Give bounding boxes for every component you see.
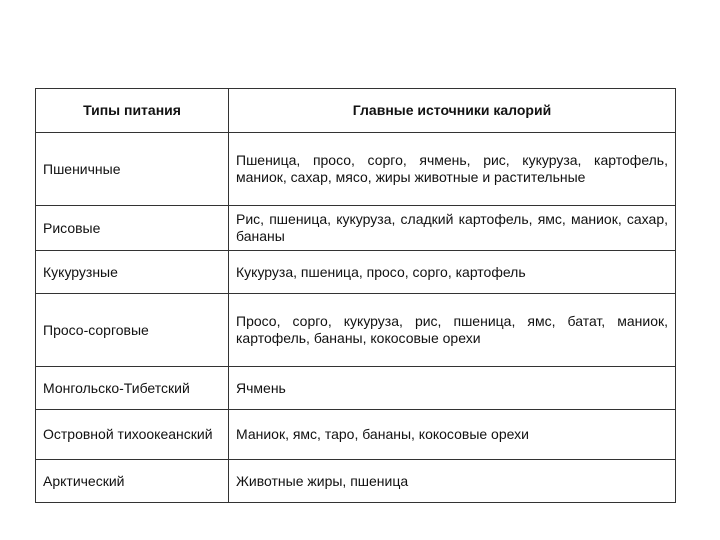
row-sources-mongol-tibetan: Ячмень bbox=[229, 367, 676, 410]
row-type-corn: Кукурузные bbox=[36, 251, 229, 294]
header-row bbox=[36, 89, 676, 133]
table-row bbox=[36, 460, 676, 503]
row-sources-wheat: Пшеница, просо, сорго, ячмень, рис, кукуруза, картофель, маниок, сахар, мясо, жиры животные и растительные bbox=[229, 133, 676, 206]
nutrition-types-table bbox=[35, 88, 676, 503]
header-calorie-sources: Главные источники калорий bbox=[229, 89, 676, 133]
table-row bbox=[36, 367, 676, 410]
row-type-mongol-tibetan: Монгольско-Тибетский bbox=[36, 367, 229, 410]
row-type-wheat: Пшеничные bbox=[36, 133, 229, 206]
table-row bbox=[36, 410, 676, 460]
row-sources-pacific-island: Маниок, ямс, таро, бананы, кокосовые орехи bbox=[229, 410, 676, 460]
row-type-millet-sorghum: Просо-сорговые bbox=[36, 294, 229, 367]
row-sources-arctic: Животные жиры, пшеница bbox=[229, 460, 676, 503]
row-type-arctic: Арктический bbox=[36, 460, 229, 503]
header-nutrition-types: Типы питания bbox=[36, 89, 229, 133]
table-row bbox=[36, 206, 676, 251]
table-header bbox=[36, 89, 676, 133]
table-row bbox=[36, 294, 676, 367]
table-row bbox=[36, 133, 676, 206]
table-row bbox=[36, 251, 676, 294]
row-sources-corn: Кукуруза, пшеница, просо, сорго, картофель bbox=[229, 251, 676, 294]
row-sources-rice: Рис, пшеница, кукуруза, сладкий картофель, ямс, маниок, сахар, бананы bbox=[229, 206, 676, 251]
row-type-rice: Рисовые bbox=[36, 206, 229, 251]
row-type-pacific-island: Островной тихоокеанский bbox=[36, 410, 229, 460]
row-sources-millet-sorghum: Просо, сорго, кукуруза, рис, пшеница, ямс, батат, маниок, картофель, бананы, кокосовые орехи bbox=[229, 294, 676, 367]
table-body bbox=[36, 133, 676, 503]
